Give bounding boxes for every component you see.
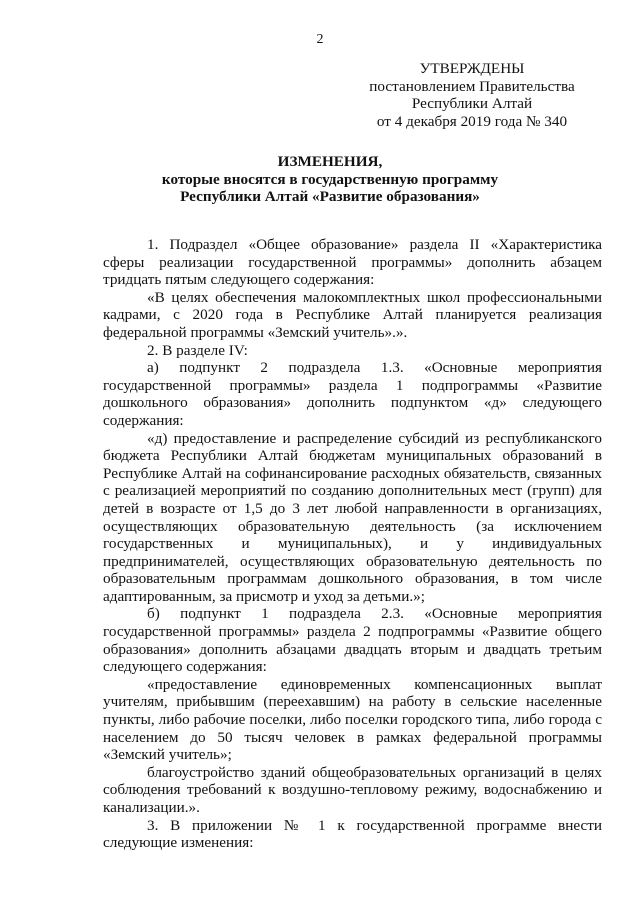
title-line-3: Республики Алтай «Развитие образования» [180, 188, 480, 206]
paragraph-4: а) подпункт 2 подраздела 1.3. «Основные мероприятия государственной программы» раздела 1 подпрограммы «Развитие дошкольного образования» дополнить подпунктом «д» следующего содержания: [103, 359, 602, 429]
paragraph-3: 2. В разделе IV: [147, 341, 248, 359]
page-number: 2 [316, 32, 324, 47]
approval-block [362, 60, 582, 130]
paragraph-1: 1. Подраздел «Общее образование» раздела II «Характеристика сферы реализации государственной программы» дополнить абзацем тридцать пятым следующего содержания: [103, 236, 602, 289]
approval-region: Республики Алтай [411, 95, 533, 112]
paragraph-6: б) подпункт 1 подраздела 2.3. «Основные мероприятия государственной программы» раздела 2 подпрограммы «Развитие общего образования» дополнить абзацами двадцать вторым и двадцать третьим следующего содержания: [103, 605, 602, 676]
title-line-2: которые вносятся в государственную программу [161, 170, 499, 188]
approval-date: от 4 декабря 2019 года № 340 [376, 112, 568, 130]
approval-issuer: постановлением Правительства [369, 77, 575, 95]
paragraph-8: благоустройство зданий общеобразовательных организаций в целях соблюдения требований к воздушно-тепловому режиму, водоснабжению и канализации.». [103, 763, 602, 816]
document-body [103, 236, 602, 852]
title-line-1: ИЗМЕНЕНИЯ, [277, 153, 383, 170]
approval-heading: УТВЕРЖДЕНЫ [419, 60, 525, 77]
document-title [95, 153, 565, 206]
paragraph-9: 3. В приложении № 1 к государственной программе внести следующие изменения: [103, 816, 602, 852]
paragraph-7: «предоставление единовременных компенсационных выплат учителям, прибывшим (переехавшим) на работу в сельские населенные пункты, либо рабочие поселки, либо поселки городского типа, либо города с населением до 50 тысяч человек в рамках федеральной программы «Земский учитель»; [103, 675, 602, 764]
paragraph-2: «В целях обеспечения малокомплектных школ профессиональными кадрами, с 2020 года в Республике Алтай планируется реализация федеральной программы «Земский учитель».». [103, 288, 602, 341]
paragraph-5: «д) предоставление и распределение субсидий из республиканского бюджета Республики Алтай бюджетам муниципальных образований в Республике Алтай на софинансирование расходных обязательств, связанных с реализацией мероприятий по созданию дополнительных мест (групп) для детей в возрасте от 1,5 до 3 лет любой направленности в организациях, осуществляющих образовательную деятельность (за исключением государственных и муниципальных), и у индивидуальных предпринимателей, осуществляющих образовательную деятельность по образовательным программам дошкольного образования, в том числе адаптированным, за присмотр и уход за детьми.»; [103, 429, 602, 605]
